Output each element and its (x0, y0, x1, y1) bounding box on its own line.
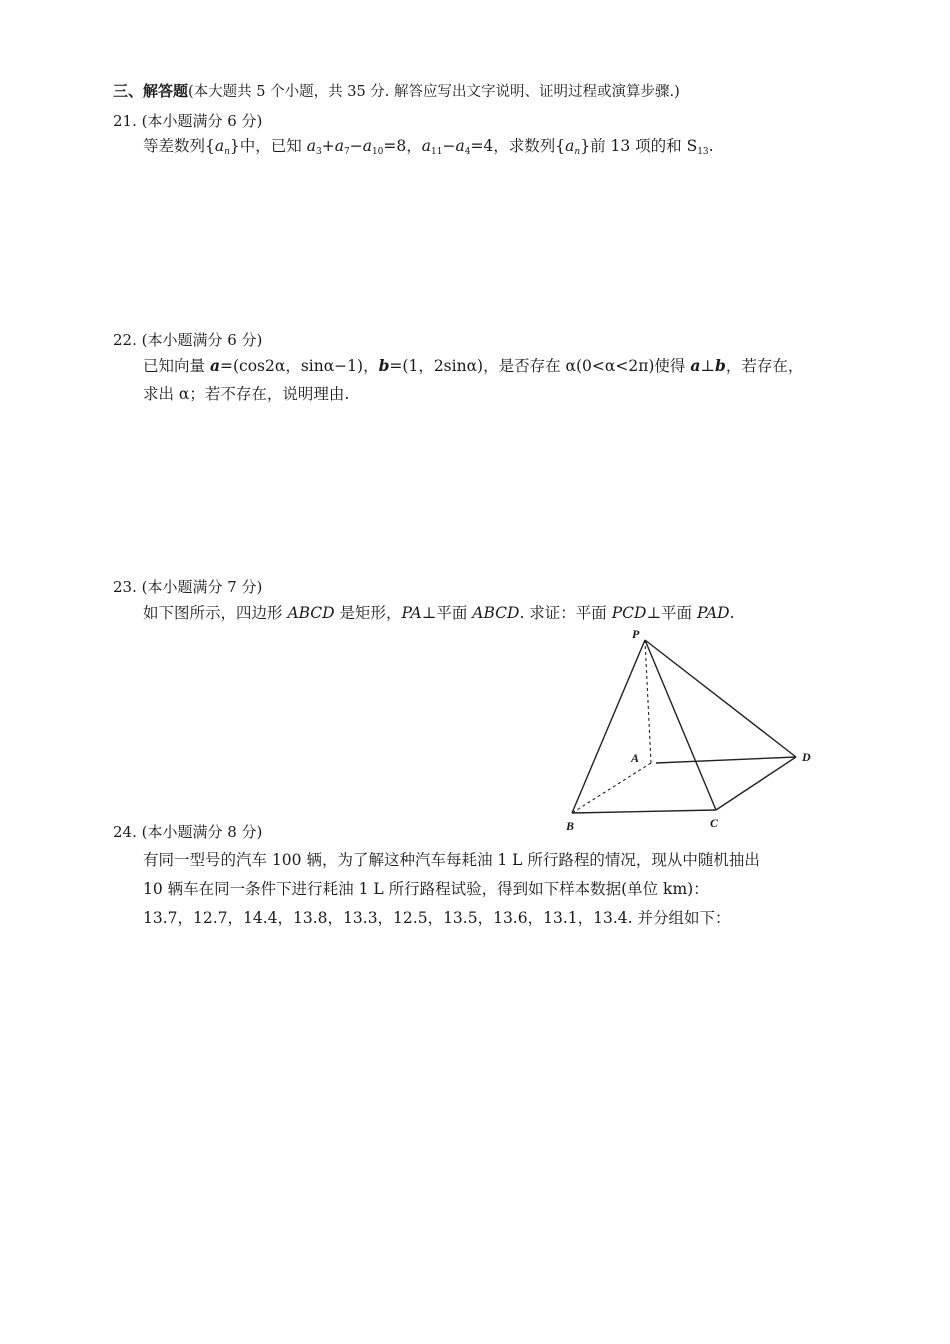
q22-vector: b (378, 356, 390, 375)
q21-seg: }前 13 项的和 S (580, 137, 698, 155)
q22-seg: =(cos2α，sinα−1)， (219, 357, 379, 375)
vertex-label-d: D (802, 750, 811, 764)
q21-header: 21. (本小题满分 6 分) (113, 112, 263, 130)
q22-vector: b (714, 356, 726, 375)
edge-bc (572, 810, 716, 813)
q21-seg: . (708, 137, 714, 155)
vertex-label-p: P (632, 627, 640, 641)
vertex-label-a: A (631, 751, 640, 765)
edge-pb (572, 640, 645, 813)
q22-vector: a (209, 356, 220, 375)
q23-seg: 是矩形， (334, 604, 402, 622)
q24-text-line1: 有同一型号的汽车 100 辆，为了解这种汽车每耗油 1 L 所行路程的情况，现从中随机抽出 (143, 851, 760, 869)
q21-seg: + (321, 137, 335, 155)
q21-seg: − (442, 137, 456, 155)
q21-seg: − (349, 137, 363, 155)
section-title: 三、解答题 (113, 82, 189, 100)
edge-cd (716, 757, 796, 810)
q23-header: 23. (本小题满分 7 分) (113, 578, 263, 596)
q22-seg: 已知向量 (143, 357, 210, 375)
q21-sub: 13 (697, 147, 709, 157)
q21-var: a (362, 137, 372, 155)
q22-text-line2: 求出 α；若不存在，说明理由. (143, 385, 350, 403)
edge-ab-hidden (572, 763, 651, 813)
q23-math: PAD (696, 604, 730, 622)
q21-var: a (565, 137, 575, 155)
q21-var: a (214, 137, 225, 155)
q21-seg: =8， (383, 137, 422, 155)
q21-var: a (421, 137, 431, 155)
vertex-label-c: C (710, 816, 719, 830)
q23-math: ABCD (287, 604, 335, 622)
q23-math: ABCD (472, 604, 520, 622)
edge-pd (645, 640, 796, 757)
q22-seg: ，若存在， (725, 357, 804, 375)
q23-math: PA (401, 604, 422, 622)
q23-math: PCD (611, 604, 647, 622)
section-instructions: (本大题共 5 个小题，共 35 分. 解答应写出文字说明、证明过程或演算步骤.) (188, 84, 680, 100)
edge-ad (656, 757, 796, 763)
q23-seg: ⊥平面 (421, 604, 473, 622)
q24-header: 24. (本小题满分 8 分) (113, 823, 263, 841)
q23-seg: . (729, 604, 735, 622)
q21-sub: 7 (343, 147, 350, 157)
vertex-label-b: B (566, 819, 575, 833)
q21-sub: 4 (464, 147, 471, 157)
q21-seg: }中，已知 (229, 137, 307, 155)
q24-text-line2: 10 辆车在同一条件下进行耗油 1 L 所行路程试验，得到如下样本数据(单位 km)： (143, 880, 709, 898)
edge-pa-hidden (645, 640, 651, 763)
q23-seg: ⊥平面 (646, 604, 697, 622)
q21-var: a (455, 137, 465, 155)
q21-var: a (306, 137, 316, 155)
edge-pc (645, 640, 716, 810)
q23-seg: 如下图所示，四边形 (143, 604, 288, 622)
q21-sub: 11 (431, 147, 443, 157)
q21-sub: n (224, 147, 230, 157)
q21-sub: 10 (371, 147, 384, 157)
q21-seg: 等差数列{ (143, 137, 215, 155)
q21-var: a (334, 137, 344, 155)
q21-seg: =4，求数列{ (470, 137, 566, 155)
q21-sub: n (574, 147, 581, 157)
q22-seg: =(1，2sinα)，是否存在 α(0<α<2π)使得 (389, 357, 691, 375)
q23-seg: . 求证：平面 (519, 604, 612, 622)
q22-header: 22. (本小题满分 6 分) (113, 331, 263, 349)
q21-sub: 3 (315, 147, 322, 157)
q22-vector: a (690, 356, 701, 375)
q24-text-line3: 13.7，12.7，14.4，13.8，13.3，12.5，13.5，13.6，13.1，13.4. 并分组如下： (143, 909, 731, 927)
q22-seg: ⊥ (700, 357, 715, 375)
